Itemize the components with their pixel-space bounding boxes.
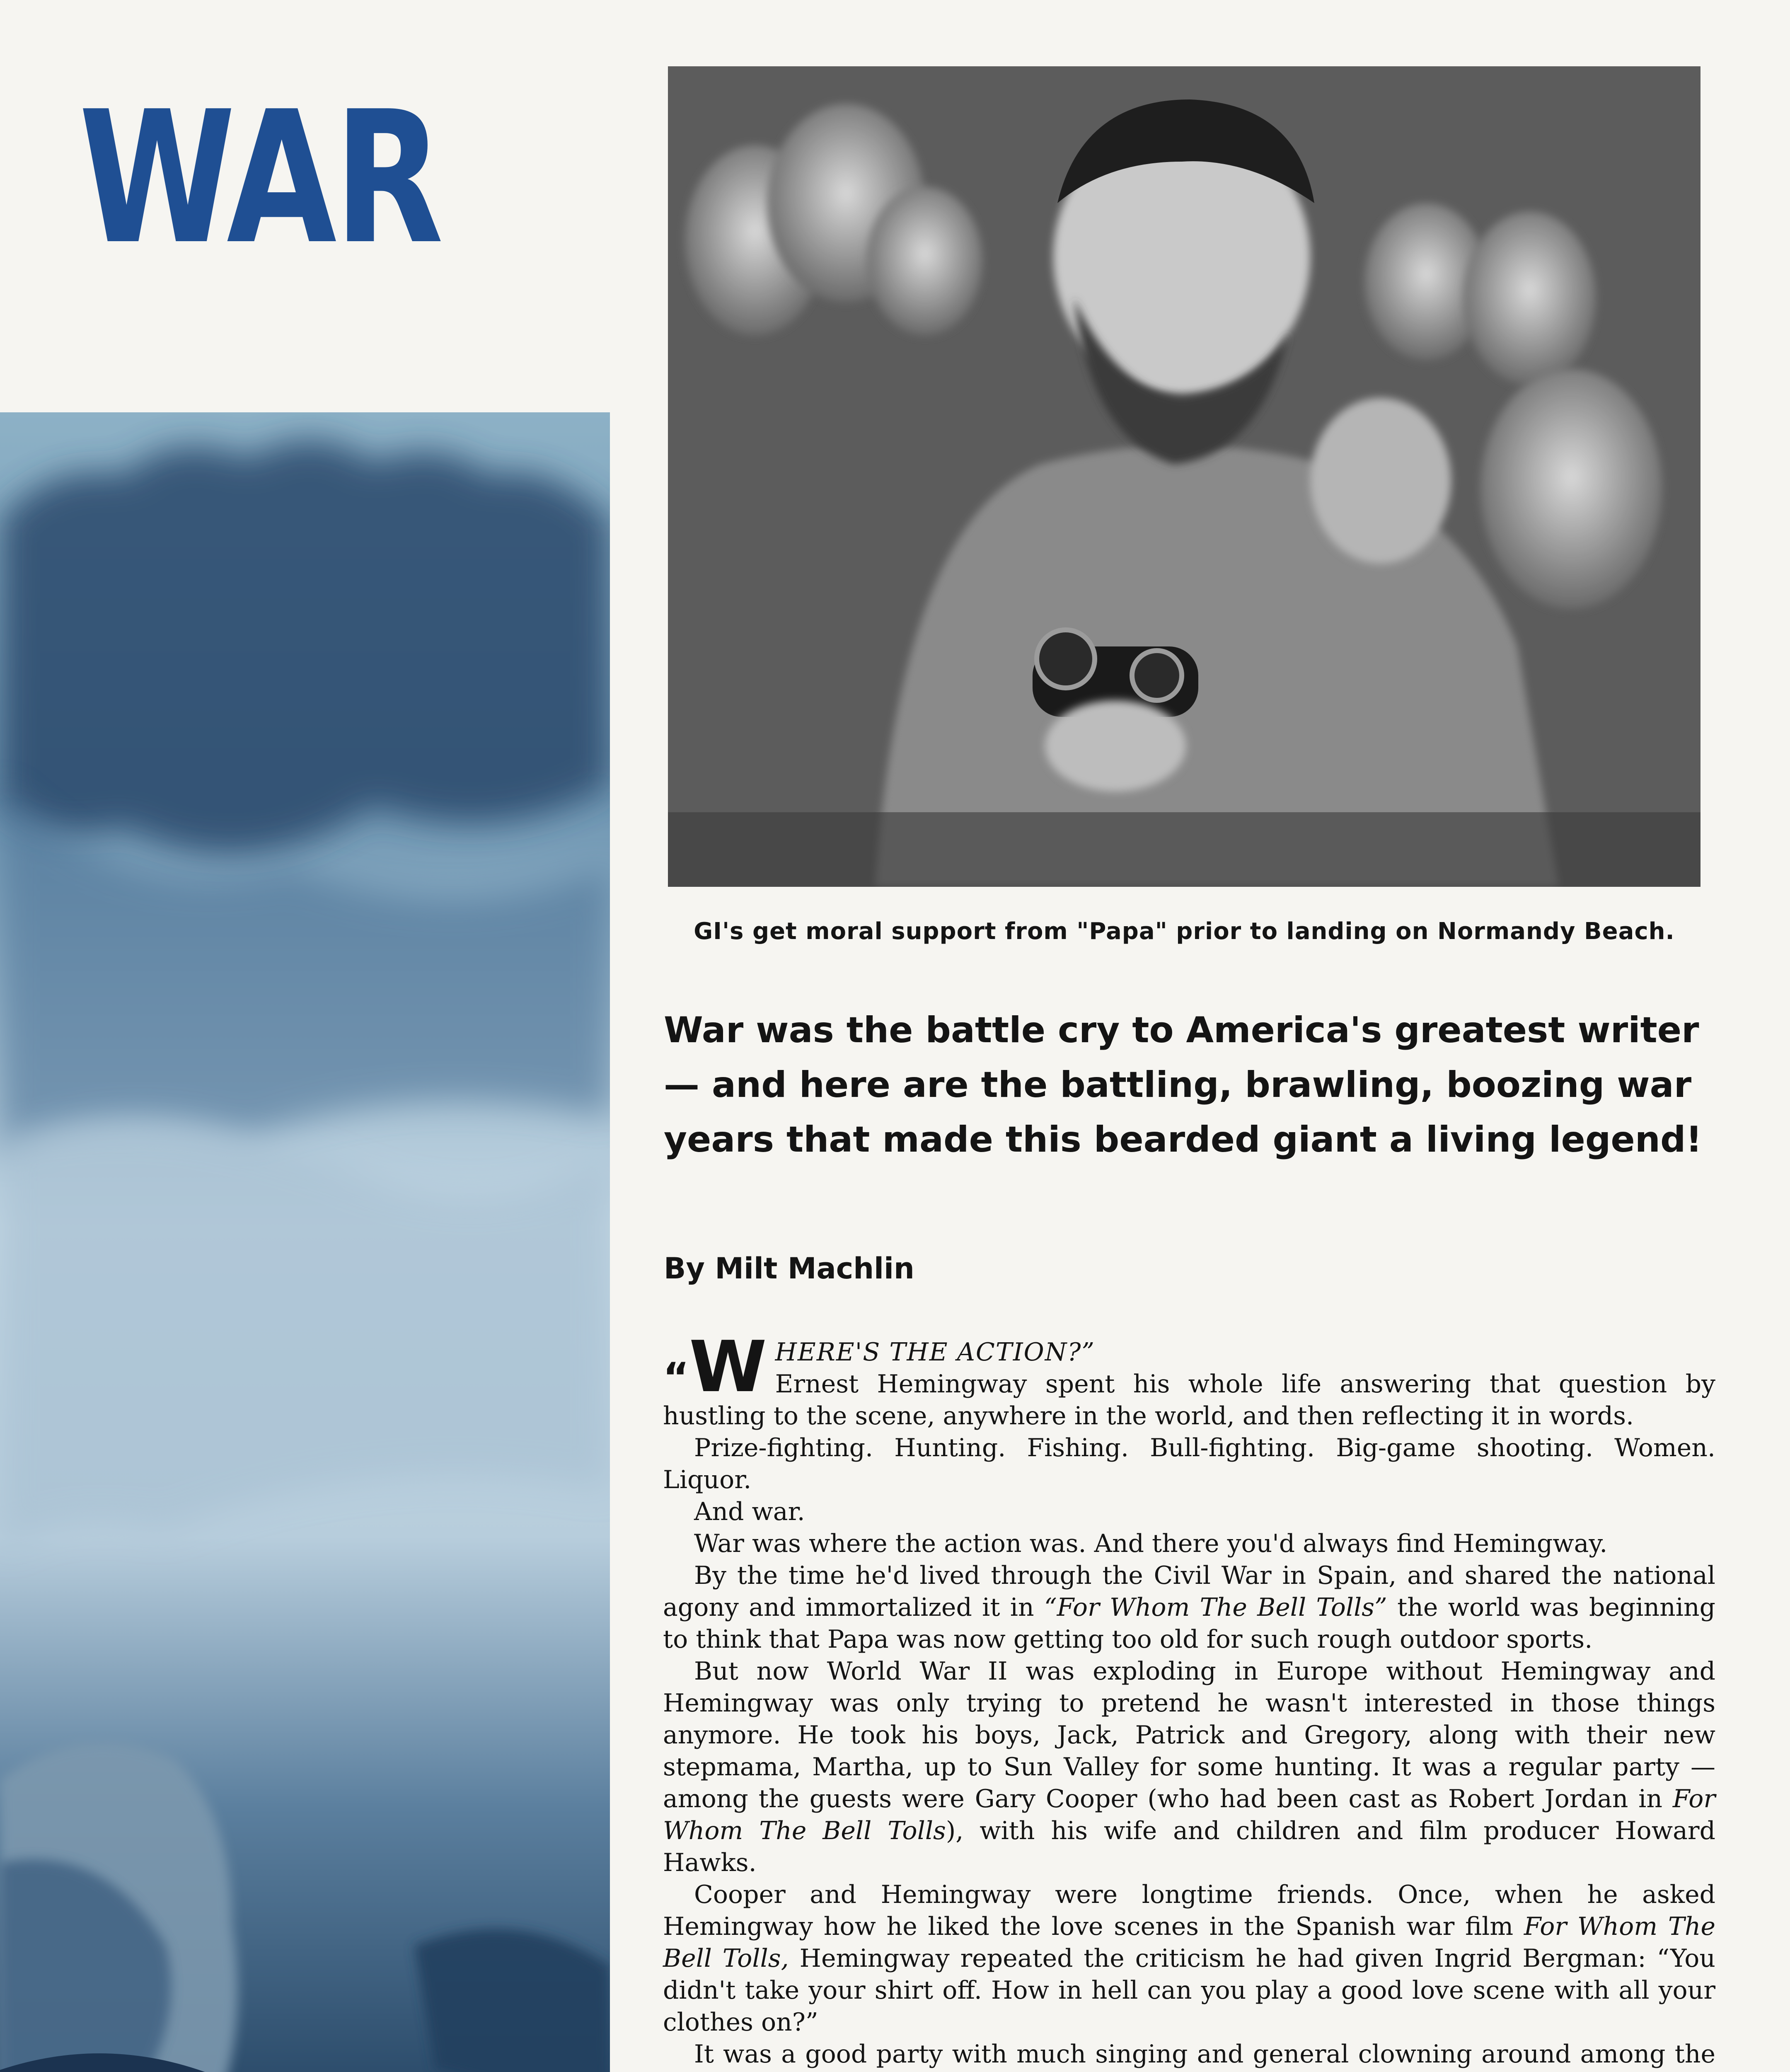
book-title: For Whom The Bell Tolls [663,1784,1715,1845]
film-title: For Whom The Bell Tolls, [663,1912,1715,1973]
article-paragraph: Cooper and Hemingway were longtime friends. Once, when he asked Hemingway how he liked the love scenes in the Spanish war film For Whom The Bell Tolls, Hemingway repeated the criticism he had given Ingrid Bergman: “You didn't take your shirt off. How in hell can you play a good love scene with all your clothes on?” [663,1880,1716,2037]
headline: WAR [79,72,441,284]
article-paragraph: War was where the action was. And there you'd always find Hemingway. [694,1529,1608,1558]
article-paragraph: Prize-fighting. Hunting. Fishing. Bull-fighting. Big-game shooting. Women. Liquor. [663,1433,1715,1494]
photo-caption: GI's get moral support from "Papa" prior to landing on Normandy Beach. [694,918,1675,945]
battlefield-photo [0,412,610,2072]
article-paragraph: And war. [694,1497,805,1526]
article-paragraph: But now World War II was exploding in Europe without Hemingway and Hemingway was only trying to pretend he wasn't interested in those things anymore. He took his boys, Jack, Patrick and Gregory, along with their new stepmama, Martha, up to Sun Valley for some hunting. It was a regular party — among the guests were Gary Cooper (who had been cast as Robert Jordan in For Whom The Bell Tolls), with his wife and children and film producer Howard Hawks. [663,1657,1715,1877]
book-title: “For Whom The Bell Tolls” [1044,1593,1387,1622]
article-body [663,1326,1716,2072]
hemingway-photo [668,66,1700,887]
byline: By Milt Machlin [664,1251,914,1285]
article-paragraph: It was a good party with much singing and general clowning around among the [694,2040,1715,2069]
article-paragraph: “W HERE'S THE ACTION?” Ernest Hemingway spent his whole life answering that question by hustling to the scene, anywhere in the world, and then reflecting it in words. [663,1326,1715,1431]
deck-subheadline: War was the battle cry to America's greatest writer — and here are the battling, brawling, boozing war years that made this bearded giant a living legend! [664,1009,1702,1160]
drop-cap: “W [663,1326,767,1408]
article-paragraph: By the time he'd lived through the Civil War in Spain, and shared the national agony and immortalized it in “For Whom The Bell Tolls” the world was beginning to think that Papa was now getting too old for such rough outdoor sports. [663,1561,1715,1654]
lead-in: HERE'S THE ACTION?” [775,1338,1096,1367]
